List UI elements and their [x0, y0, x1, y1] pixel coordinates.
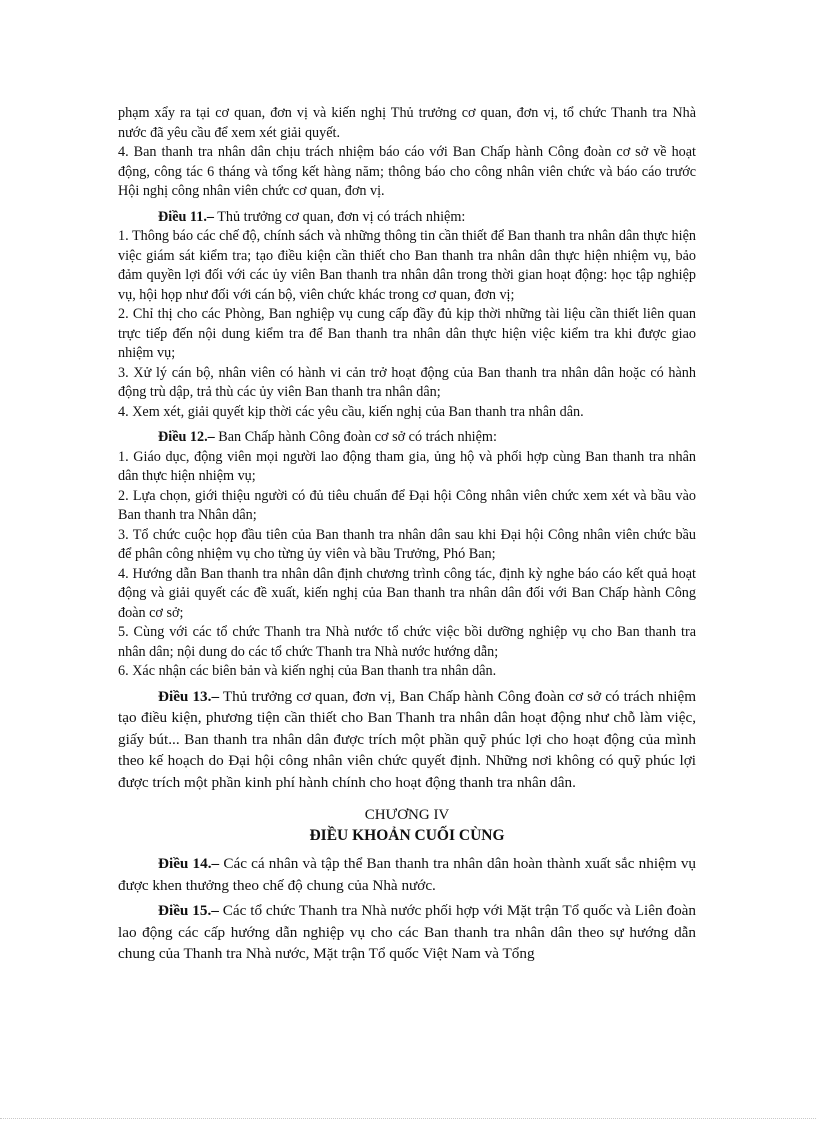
article-12-item-6: 6. Xác nhận các biên bản và kiến nghị của Ban thanh tra nhân dân. — [118, 663, 497, 679]
page-bottom-rule — [0, 1118, 816, 1119]
article-11-item-2: 2. Chỉ thị cho các Phòng, Ban nghiệp vụ cung cấp đầy đủ kịp thời những tài liệu cần thiết liên quan trực tiếp đến nội dung kiểm tra để Ban thanh tra nhân dân thực hiện việc kiểm tra khi được giao nhiệm vụ; — [118, 306, 696, 361]
intro-paragraph-2: 4. Ban thanh tra nhân dân chịu trách nhiệm báo cáo với Ban Chấp hành Công đoàn cơ sở về hoạt động, công tác 6 tháng và tổng kết hàng năm; thông báo cho công nhân viên chức và báo cáo trước Hội nghị công nhân viên chức cơ quan, đơn vị. — [118, 144, 696, 199]
article-14-label: Điều 14.– — [158, 855, 220, 872]
article-13-label: Điều 13.– — [158, 687, 220, 705]
document-page — [118, 104, 696, 965]
article-13-text: Thủ trưởng cơ quan, đơn vị, Ban Chấp hành Công đoàn cơ sở có trách nhiệm tạo điều kiện, phương tiện cần thiết cho Ban Thanh tra nhân dân hoạt động như chỗ làm việc, giấy bút... Ban thanh tra nhân dân được trích một phần quỹ phúc lợi cho hoạt động của mình theo kế hoạch do Đại hội công nhân viên chức quyết định. Những nơi không có quỹ phúc lợi được trích một phần kinh phí hành chính cho hoạt động thanh tra nhân dân. — [118, 687, 697, 791]
article-15-paragraph — [118, 900, 696, 965]
article-12-heading — [118, 428, 696, 448]
article-11-heading — [118, 208, 696, 228]
article-12-item-3: 3. Tổ chức cuộc họp đầu tiên của Ban thanh tra nhân dân sau khi Đại hội Công nhân viên chức bầu để phân công nhiệm vụ cho từng ủy viên và bầu Trưởng, Phó Ban; — [118, 526, 696, 562]
article-11-item-1: 1. Thông báo các chế độ, chính sách và những thông tin cần thiết để Ban thanh tra nhân dân thực hiện việc giám sát kiểm tra; tạo điều kiện cần thiết cho Ban thanh tra nhân dân thực hiện nhiệm vụ, bảo đảm quyền lợi đối với các ủy viên Ban thanh tra nhân dân trong thời gian hoạt động: học tập nghiệp vụ, hội họp như đối với cán bộ, viên chức khác trong cơ quan, đơn vị; — [118, 228, 696, 303]
article-11-text: Thủ trưởng cơ quan, đơn vị có trách nhiệm: — [213, 208, 466, 225]
chapter-number: CHƯƠNG IV — [364, 807, 450, 823]
article-14-paragraph — [118, 853, 696, 896]
article-12-item-4: 4. Hướng dẫn Ban thanh tra nhân dân định chương trình công tác, định kỳ nghe báo cáo kết quả hoạt động và giải quyết các đề xuất, kiến nghị của Ban thanh tra nhân dân đối với Ban Chấp hành Công đoàn cơ sở; — [118, 565, 696, 621]
article-15-text: Các tổ chức Thanh tra Nhà nước phối hợp với Mặt trận Tổ quốc và Liên đoàn lao động các cấp hướng dẫn nghiệp vụ cho các Ban thanh tra nhân dân theo sự hướng dẫn chung của Thanh tra Nhà nước, Mặt trận Tổ quốc Việt Nam và Tổng — [118, 902, 697, 962]
article-12-label: Điều 12.– — [158, 429, 215, 445]
article-11-label: Điều 11.– — [158, 208, 214, 225]
article-15-label: Điều 15.– — [158, 902, 219, 919]
chapter-title: ĐIỀU KHOẢN CUỐI CÙNG — [309, 827, 505, 844]
article-13-paragraph — [118, 686, 696, 794]
article-12-item-1: 1. Giáo dục, động viên mọi người lao động tham gia, ủng hộ và phối hợp cùng Ban thanh tra nhân dân thực hiện nhiệm vụ; — [118, 448, 696, 484]
article-12-item-2: 2. Lựa chọn, giới thiệu người có đủ tiêu chuẩn để Đại hội Công nhân viên chức xem xét và bầu vào Ban thanh tra Nhân dân; — [118, 487, 696, 523]
article-12-item-5: 5. Cùng với các tổ chức Thanh tra Nhà nước tổ chức việc bồi dưỡng nghiệp vụ cho Ban thanh tra nhân dân; nội dung do các tổ chức Thanh tra Nhà nước hướng dẫn; — [118, 624, 696, 660]
article-12-text: Ban Chấp hành Công đoàn cơ sở có trách nhiệm: — [214, 429, 497, 445]
article-11-item-3: 3. Xử lý cán bộ, nhân viên có hành vi cản trở hoạt động của Ban thanh tra nhân dân hoặc có hành động trù dập, trả thù các ủy viên Ban thanh tra nhân dân; — [118, 364, 696, 400]
article-11-item-4: 4. Xem xét, giải quyết kịp thời các yêu cầu, kiến nghị của Ban thanh tra nhân dân. — [118, 403, 584, 420]
article-14-text: Các cá nhân và tập thể Ban thanh tra nhân dân hoàn thành xuất sắc nhiệm vụ được khen thưởng theo chế độ chung của Nhà nước. — [118, 855, 697, 894]
intro-paragraph-1: phạm xẩy ra tại cơ quan, đơn vị và kiến nghị Thủ trưởng cơ quan, đơn vị, tổ chức Thanh tra Nhà nước đã yêu cầu để xem xét giải quyết. — [118, 105, 696, 141]
